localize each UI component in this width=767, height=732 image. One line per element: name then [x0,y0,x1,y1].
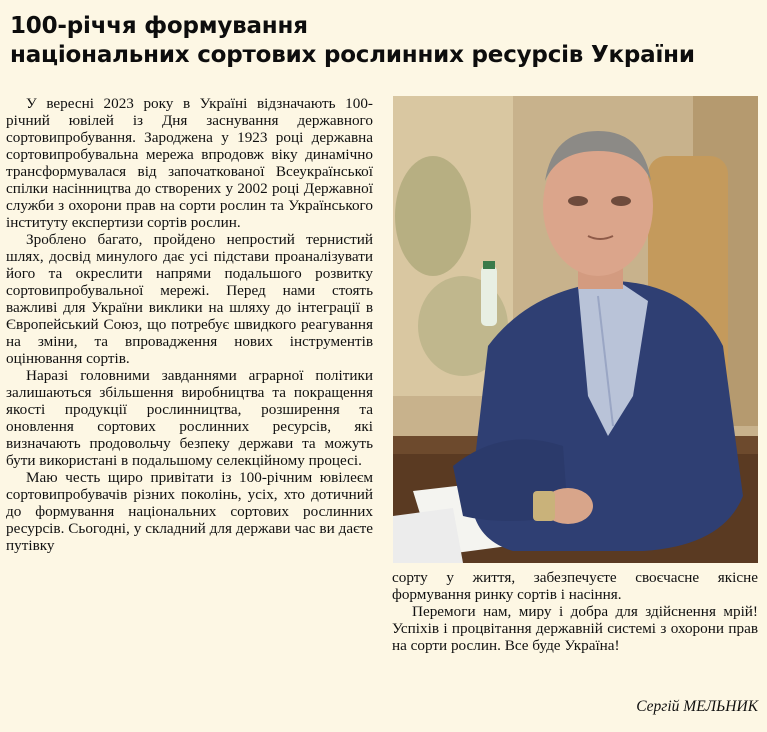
article-left-column [6,95,373,554]
title-line-2: національних сортових рослинних ресурсів України [10,42,695,68]
article-right-column [392,569,758,654]
paragraph-3: Наразі головними завданнями аграрної політики залишаються збільшення виробництва та покращення якості продукції рослинництва, розширення та оновлення сортових рослинних ресурсів, які визначають продовольчу безпеку держави та можуть бути використані в подальшому селекційному процесі. [6,367,373,469]
paragraph-4-continuation: сорту у життя, забезпечуєте своєчасне якісне формування ринку сортів і насіння. [392,569,758,603]
paragraph-4: Маю честь щиро привітати із 100-річним ювілеєм сортовипробувачів різних поколінь, усіх, хто дотичний до формування національних сортових рослинних ресурсів. Сьогодні, у складний для держави час ви даєте путівку [6,469,373,554]
paragraph-1: У вересні 2023 року в Україні відзначають 100-річний ювілей із Дня заснування державного сортовипробування. Зароджена у 1923 році державна сортовипробувальна мережа впродовж віку динамічно трансформувалася від започаткованої Всеукраїнської спілки насінництва до створених у 2002 році Державної служби з охорони прав на сорти рослин та Українського інституту експертизи сортів рослин. [6,95,373,231]
article-title [10,12,760,70]
title-line-1: 100-річчя формування [10,13,308,39]
portrait-photo [393,96,758,563]
closing-paragraph: Перемоги нам, миру і добра для здійснення мрій! Успіхів і процвітання державній системі з охорони прав на сорти рослин. Все буде Україна! [392,603,758,654]
paragraph-2: Зроблено багато, пройдено непростий тернистий шлях, досвід минулого дає усі підстави проаналізувати його та окреслити напрями подальшого розвитку сортовипробувальної мережі. Перед нами стоять важливі для України виклики на шляху до інтеграції в Європейський Союз, що потребує швидкого реагування на зміни, та впровадження нових інструментів оцінювання сортів. [6,231,373,367]
author-signature: Сергій МЕЛЬНИК [636,698,758,715]
